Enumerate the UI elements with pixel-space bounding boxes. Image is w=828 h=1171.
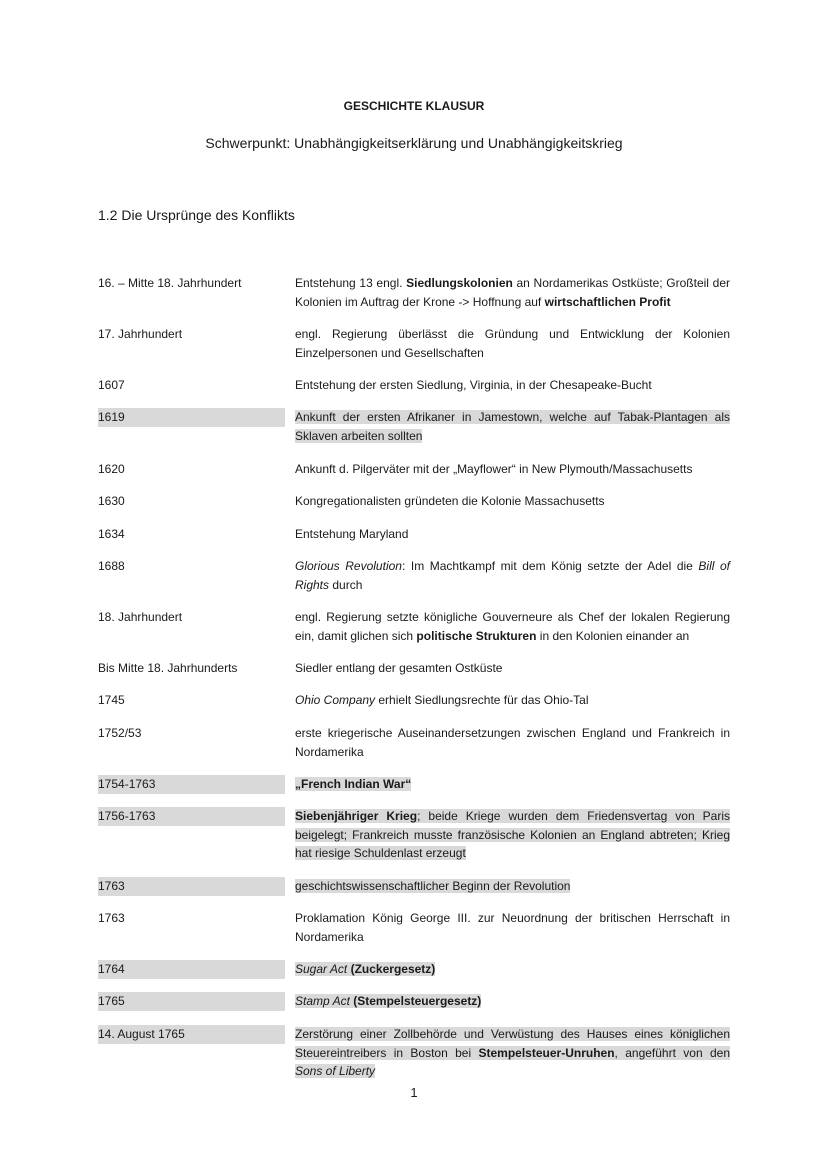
- timeline-description: Glorious Revolution: Im Machtkampf mit dem König setzte der Adel die Bill of Rights durch: [295, 559, 730, 592]
- timeline-date: 1630: [98, 494, 125, 508]
- timeline-date: 1754-1763: [98, 775, 285, 794]
- timeline-description: Siebenjähriger Krieg; beide Kriege wurden dem Friedensvertag von Paris beigelegt; Frankreich musste französische Kolonien an England abtreten; Krieg hat riesige Schuldenlast erzeugt: [295, 809, 730, 860]
- timeline-date: 1607: [98, 378, 125, 392]
- timeline-date: 1634: [98, 527, 125, 541]
- timeline-description: Proklamation König George III. zur Neuordnung der britischen Herrschaft in Nordamerika: [295, 911, 730, 944]
- page-number: 1: [410, 1085, 418, 1100]
- document-subtitle: Schwerpunkt: Unabhängigkeitserklärung und Unabhängigkeitskrieg: [205, 135, 623, 151]
- timeline-description: Ankunft d. Pilgerväter mit der „Mayflower“ in New Plymouth/Massachusetts: [295, 462, 693, 476]
- timeline-description: Zerstörung einer Zollbehörde und Verwüstung des Hauses eines königlichen Steuereintreibers in Boston bei Stempelsteuer-Unruhen, angeführt von den Sons of Liberty: [295, 1027, 730, 1078]
- timeline-description: geschichtswissenschaftlicher Beginn der Revolution: [295, 879, 571, 893]
- timeline-date: 1620: [98, 462, 125, 476]
- timeline-date: 1688: [98, 559, 125, 573]
- timeline-date: 14. August 1765: [98, 1025, 285, 1044]
- timeline-description: Siedler entlang der gesamten Ostküste: [295, 661, 503, 675]
- timeline-description: erste kriegerische Auseinandersetzungen zwischen England und Frankreich in Nordamerika: [295, 726, 730, 759]
- timeline-description: Ankunft der ersten Afrikaner in Jamestown, welche auf Tabak-Plantagen als Sklaven arbeiten sollten: [295, 410, 730, 443]
- timeline-description: Entstehung der ersten Siedlung, Virginia, in der Chesapeake-Bucht: [295, 378, 652, 392]
- timeline-description: „French Indian War“: [295, 777, 412, 791]
- timeline-date: 1752/53: [98, 726, 142, 740]
- timeline-description: Sugar Act (Zuckergesetz): [295, 962, 436, 976]
- timeline-date: 1763: [98, 877, 285, 896]
- timeline-date: 1764: [98, 960, 285, 979]
- timeline-date: 18. Jahrhundert: [98, 610, 183, 624]
- timeline-description: Stamp Act (Stempelsteuergesetz): [295, 994, 482, 1008]
- timeline-date: 16. – Mitte 18. Jahrhundert: [98, 276, 242, 290]
- timeline-description: Entstehung 13 engl. Siedlungskolonien an Nordamerikas Ostküste; Großteil der Kolonien im Auftrag der Krone -> Hoffnung auf wirtschaftlichen Profit: [295, 276, 730, 309]
- document-title: GESCHICHTE KLAUSUR: [343, 99, 485, 113]
- timeline-description: Entstehung Maryland: [295, 527, 409, 541]
- timeline-date: 1756-1763: [98, 807, 285, 826]
- timeline-date: 1765: [98, 992, 285, 1011]
- timeline-description: engl. Regierung setzte königliche Gouverneure als Chef der lokalen Regierung ein, damit glichen sich politische Strukturen in den Kolonien einander an: [295, 610, 730, 643]
- timeline-date: 1619: [98, 408, 285, 427]
- timeline-description: Kongregationalisten gründeten die Kolonie Massachusetts: [295, 494, 605, 508]
- timeline-date: 17. Jahrhundert: [98, 327, 183, 341]
- timeline-description: Ohio Company erhielt Siedlungsrechte für das Ohio-Tal: [295, 693, 589, 707]
- timeline-date: 1763: [98, 911, 125, 925]
- timeline-date: 1745: [98, 693, 125, 707]
- timeline-date: Bis Mitte 18. Jahrhunderts: [98, 661, 238, 675]
- timeline-description: engl. Regierung überlässt die Gründung und Entwicklung der Kolonien Einzelpersonen und Gesellschaften: [295, 327, 730, 360]
- section-heading: 1.2 Die Ursprünge des Konflikts: [98, 207, 295, 223]
